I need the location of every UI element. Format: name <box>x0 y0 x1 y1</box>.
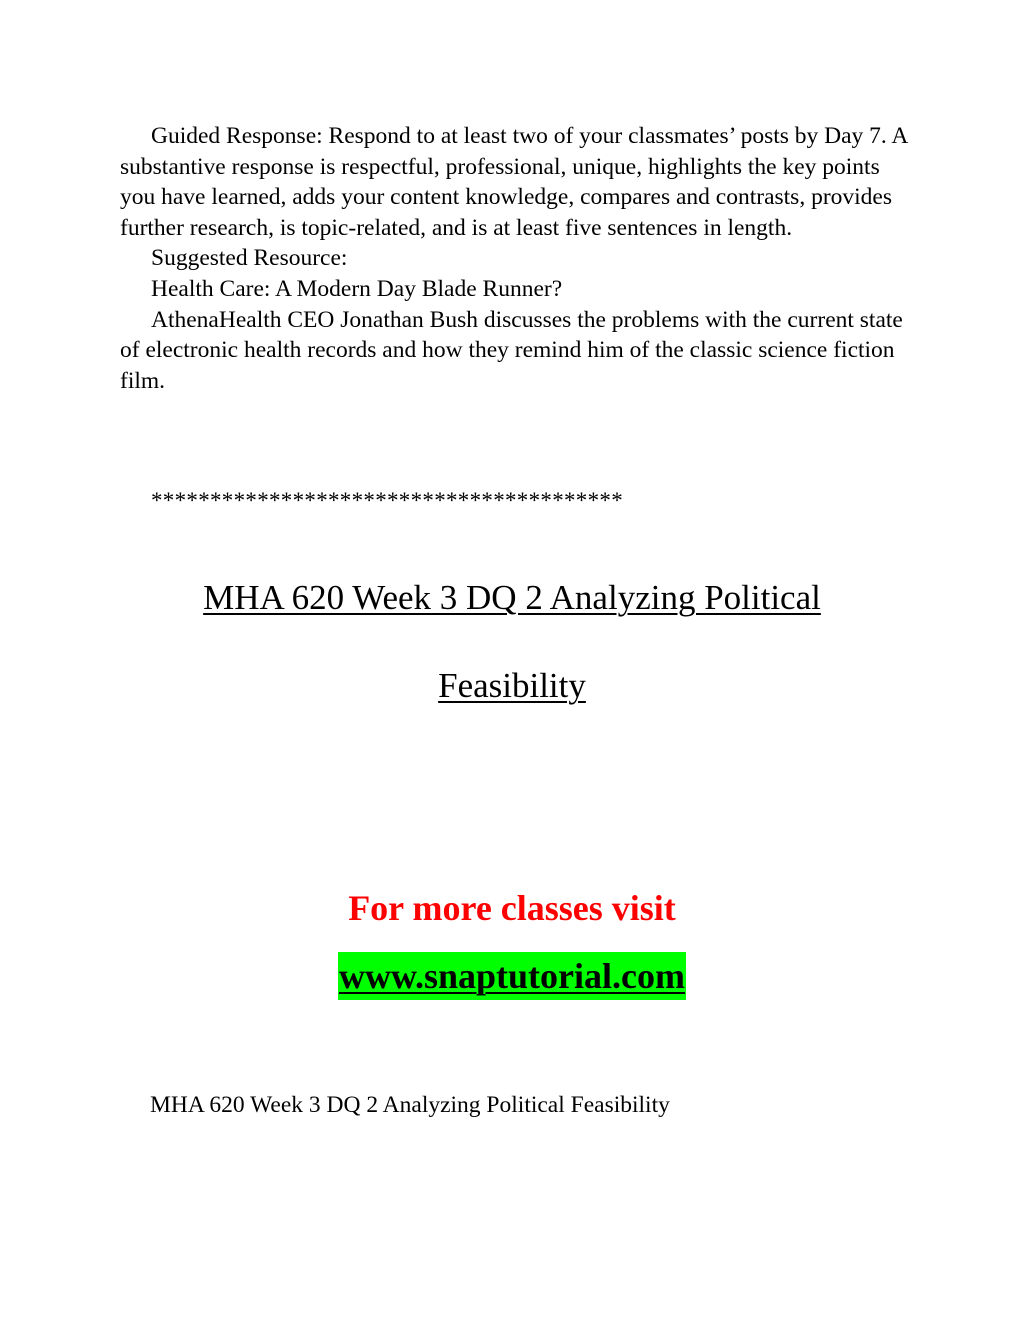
page-title-text-2: Feasibility <box>438 666 586 705</box>
promo-link-container <box>0 952 1024 1000</box>
page-title-line-2 <box>0 664 1024 708</box>
guided-response-paragraph: Guided Response: Respond to at least two of your classmates’ posts by Day 7. A substantive response is respectful, professional, unique, highlights the key points you have learned, adds your content knowledge, compares and contrasts, provides further research, is topic-related, and is at least five sentences in length. <box>120 123 908 241</box>
asterisk-separator: **************************************** <box>151 488 623 513</box>
footer-title: MHA 620 Week 3 DQ 2 Analyzing Political Feasibility <box>150 1092 670 1118</box>
snaptutorial-link[interactable]: www.snaptutorial.com <box>338 952 686 1000</box>
resource-description: AthenaHealth CEO Jonathan Bush discusses the problems with the current state of electronic health records and how they remind him of the classic science fiction film. <box>120 306 903 394</box>
page-title-text-1: MHA 620 Week 3 DQ 2 Analyzing Political <box>203 578 821 617</box>
guided-response-section <box>120 121 920 396</box>
promo-heading: For more classes visit <box>348 888 676 928</box>
page-title-line-1 <box>0 576 1024 620</box>
suggested-resource-label: Suggested Resource: <box>151 245 348 272</box>
resource-title: Health Care: A Modern Day Blade Runner? <box>151 275 563 302</box>
